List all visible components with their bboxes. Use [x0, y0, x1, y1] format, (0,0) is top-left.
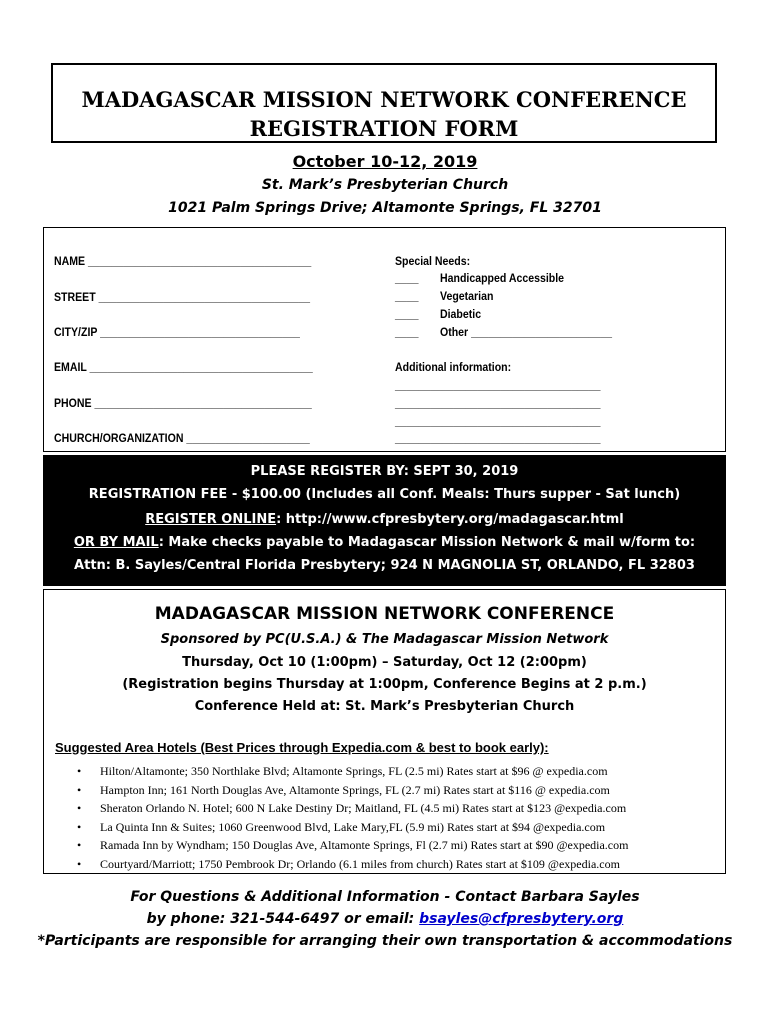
need-blank-vegetarian[interactable]: ____: [395, 289, 419, 303]
conference-info-box: [43, 589, 726, 874]
register-online-label: REGISTER ONLINE: [145, 512, 277, 527]
street-field[interactable]: STREET ____________________________________: [54, 290, 311, 304]
hotel-text: Sheraton Orlando N. Hotel; 600 N Lake Destiny Dr; Maitland, FL (4.5 mi) Rates start at $123 @expedia.com: [100, 801, 627, 815]
footer-phone: by phone: 321-544-6497 or email:: [146, 911, 420, 927]
hotels-heading: Suggested Area Hotels (Best Prices through Expedia.com & best to book early):: [55, 740, 549, 755]
footer-contact: For Questions & Additional Information - Contact Barbara Sayles: [130, 889, 640, 905]
event-church: St. Mark’s Presbyterian Church: [261, 177, 509, 193]
mail-address: Attn: B. Sayles/Central Florida Presbytery; 924 N MAGNOLIA ST, ORLANDO, FL 32803: [74, 558, 695, 573]
email-field[interactable]: EMAIL ______________________________________: [54, 360, 313, 374]
register-online-line: [43, 512, 726, 527]
bullet-icon: •: [77, 801, 82, 815]
list-item: [74, 818, 628, 837]
mail-label: OR BY MAIL: [73, 535, 159, 550]
list-item: [74, 762, 628, 781]
registration-fee: REGISTRATION FEE - $100.00 (Includes all Conf. Meals: Thurs supper - Sat lunch): [88, 487, 681, 502]
hotels-list: [74, 762, 628, 873]
need-blank-handicapped[interactable]: ____: [395, 271, 419, 285]
name-field[interactable]: NAME ______________________________________: [54, 254, 312, 268]
church-organization-field[interactable]: CHURCH/ORGANIZATION _____________________: [54, 431, 310, 445]
phone-field[interactable]: PHONE _____________________________________: [54, 396, 312, 410]
hotel-text: Ramada Inn by Wyndham; 150 Douglas Ave, Altamonte Springs, Fl (2.7 mi) Rates start at $90 @expedia.com: [100, 838, 629, 852]
hotel-text: Hampton Inn; 161 North Douglas Ave, Altamonte Springs, FL (2.7 mi) Rates start at $116 @ expedia.com: [100, 782, 610, 797]
list-item: [74, 836, 628, 855]
need-blank-other[interactable]: ____: [395, 325, 419, 339]
bullet-icon: •: [77, 838, 82, 852]
bullet-icon: •: [77, 819, 82, 834]
list-item: [74, 855, 628, 874]
footer-phone-email: [0, 911, 770, 927]
conference-location: Conference Held at: St. Mark’s Presbyterian Church: [194, 699, 575, 714]
email-link[interactable]: bsayles@cfpresbytery.org: [419, 911, 624, 927]
special-needs-label: Special Needs:: [395, 254, 471, 268]
register-online-url[interactable]: : http://www.cfpresbytery.org/madagascar.html: [276, 512, 624, 527]
need-label-handicapped: Handicapped Accessible: [440, 271, 565, 285]
cityzip-field[interactable]: CITY/ZIP __________________________________: [54, 325, 300, 339]
additional-info-line[interactable]: ___________________________________: [395, 378, 601, 392]
form-title-line1: MADAGASCAR MISSION NETWORK CONFERENCE: [81, 87, 687, 112]
hotel-text: Courtyard/Marriott; 1750 Pembrook Dr; Orlando (6.1 miles from church) Rates start at $109 @expedia.com: [100, 856, 620, 871]
register-deadline: PLEASE REGISTER BY: SEPT 30, 2019: [250, 464, 519, 479]
registration-info-banner: [43, 455, 726, 586]
registration-fields-box: [43, 227, 726, 452]
conference-sponsor: Sponsored by PC(U.S.A.) & The Madagascar Mission Network: [160, 632, 609, 647]
hotel-text: La Quinta Inn & Suites; 1060 Greenwood Blvd, Lake Mary,FL (5.9 mi) Rates start at $94 @expedia.com: [100, 819, 606, 834]
bullet-icon: •: [77, 856, 82, 871]
bullet-icon: •: [77, 764, 82, 778]
list-item: [74, 781, 628, 800]
need-blank-diabetic[interactable]: ____: [395, 307, 419, 321]
conference-title: MADAGASCAR MISSION NETWORK CONFERENCE: [154, 604, 615, 624]
conference-schedule: Thursday, Oct 10 (1:00pm) – Saturday, Oct 12 (2:00pm): [182, 655, 587, 670]
mail-line: [43, 535, 726, 550]
list-item: [74, 799, 628, 818]
conference-registration-note: (Registration begins Thursday at 1:00pm, Conference Begins at 2 p.m.): [122, 677, 647, 692]
additional-info-line[interactable]: ___________________________________: [395, 396, 601, 410]
event-dates: October 10-12, 2019: [292, 152, 478, 171]
title-box: [51, 63, 717, 143]
additional-info-line[interactable]: ___________________________________: [395, 414, 601, 428]
mail-instructions: : Make checks payable to Madagascar Mission Network & mail w/form to:: [158, 535, 696, 550]
event-address: 1021 Palm Springs Drive; Altamonte Springs, FL 32701: [168, 200, 602, 216]
need-label-diabetic: Diabetic: [440, 307, 482, 321]
additional-info-label: Additional information:: [395, 360, 512, 374]
bullet-icon: •: [77, 782, 82, 797]
form-title-line2: REGISTRATION FORM: [249, 116, 519, 141]
need-label-other[interactable]: Other ________________________: [440, 325, 613, 339]
hotel-text: Hilton/Altamonte; 350 Northlake Blvd; Altamonte Springs, FL (2.5 mi) Rates start at $96 @ expedia.com: [100, 764, 608, 778]
footer-disclaimer: *Participants are responsible for arranging their own transportation & accommodations: [37, 933, 733, 949]
additional-info-line[interactable]: ___________________________________: [395, 431, 601, 445]
need-label-vegetarian: Vegetarian: [440, 289, 494, 303]
